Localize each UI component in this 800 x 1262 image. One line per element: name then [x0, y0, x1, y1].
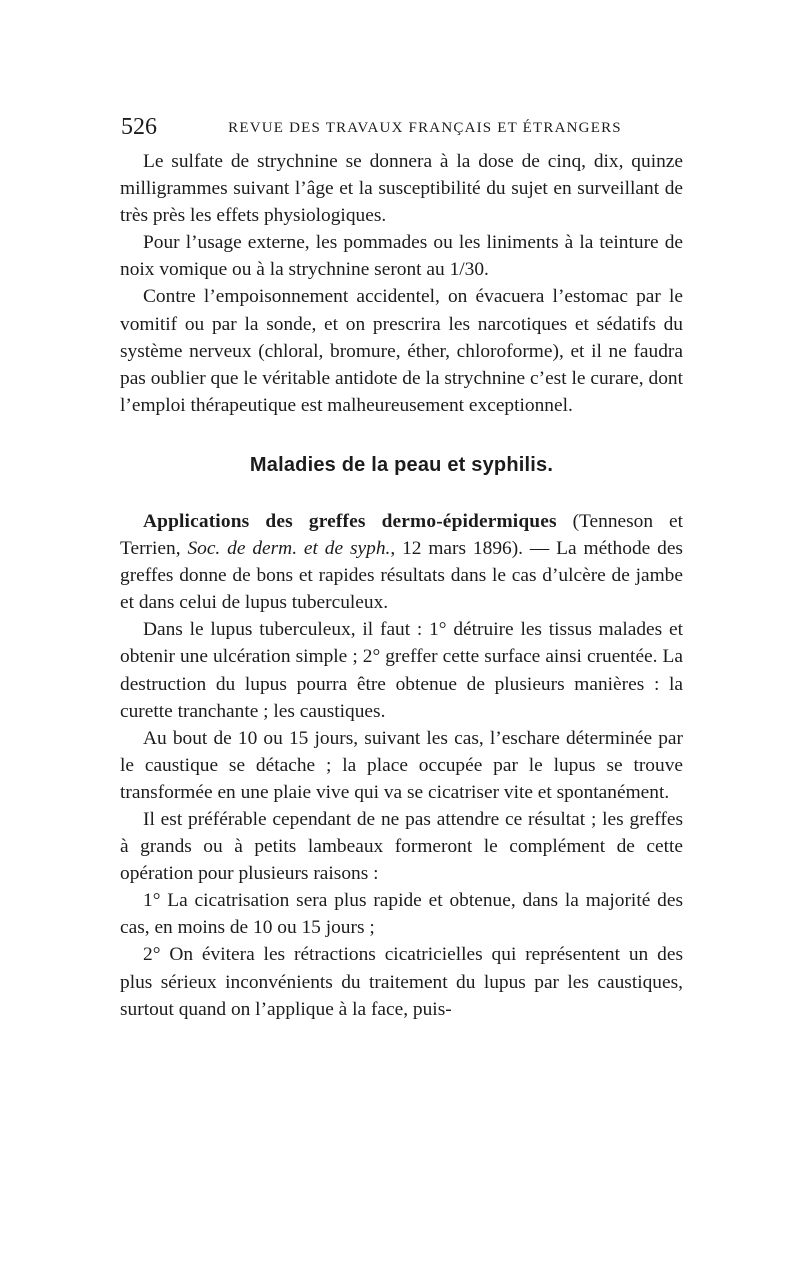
- paragraph-external-use: Pour l’usage externe, les pommades ou les liniments à la teinture de noix vomique ou à la strychnine seront au 1/30.: [120, 232, 683, 281]
- page-header: [121, 112, 681, 142]
- article-intro-paragraph: [120, 508, 683, 616]
- journal-title: Soc. de derm. et de syph.: [187, 538, 391, 560]
- running-head: REVUE DES TRAVAUX FRANÇAIS ET ÉTRANGERS: [228, 120, 622, 136]
- paragraph-lupus-steps: Dans le lupus tuberculeux, il faut : 1° détruire les tissus malades et obtenir une ulcération simple ; 2° greffer cette surface ainsi cruentée. La destruction du lupus pourra être obtenue de plusieurs manières : la curette tranchante ; les caustiques.: [120, 619, 683, 722]
- title-spacer: [120, 479, 683, 508]
- page-number: 526: [121, 114, 157, 140]
- paragraph-poisoning: Contre l’empoisonnement accidentel, on évacuera l’estomac par le vomitif ou par la sonde, et on prescrira les narcotiques et sédatifs du système nerveux (chloral, bromure, éther, chloroforme), et il ne faudra pas oublier que le véritable antidote de la strychnine c’est le curare, dont l’emploi thérapeutique est malheureusement exceptionnel.: [120, 286, 683, 416]
- section-title: Maladies de la peau et syphilis.: [249, 453, 554, 476]
- paragraph-preferable: Il est préférable cependant de ne pas attendre ce résultat ; les greffes à grands ou à petits lambeaux formeront le complément de cette opération pour plusieurs raisons :: [120, 808, 683, 885]
- citation-close: , 12 mars 1896). — La méthode des greffes donne de bons et rapides résultats dans le cas d’ulcère de jambe et dans celui de lupus tuberculeux.: [120, 538, 683, 614]
- paragraph-strychnine-dose: Le sulfate de strychnine se donnera à la dose de cinq, dix, quinze milligrammes suivant l’âge et la susceptibilité du sujet en surveillant de très près les effets physiologiques.: [120, 151, 683, 227]
- paragraph-eschar: Au bout de 10 ou 15 jours, suivant les cas, l’eschare déterminée par le caustique se détache ; la place occupée par le lupus se trouve transformée en une plaie vive qui va se cicatriser vite et spontanément.: [120, 727, 683, 803]
- paragraph-reason-1: 1° La cicatrisation sera plus rapide et obtenue, dans la majorité des cas, en moins de 10 ou 15 jours ;: [120, 890, 683, 939]
- article-heading: Applications des greffes dermo-épidermiques: [143, 510, 557, 532]
- citation-open: (Tenneson et Terrien,: [120, 510, 683, 560]
- paragraph-reason-2: 2° On évitera les rétractions cicatricielles qui représentent un des plus sérieux inconvénients du traitement du lupus par les caustiques, surtout quand on l’applique à la face, puis-: [120, 944, 683, 1020]
- text-column: [120, 148, 683, 1023]
- section-spacer: [120, 419, 683, 452]
